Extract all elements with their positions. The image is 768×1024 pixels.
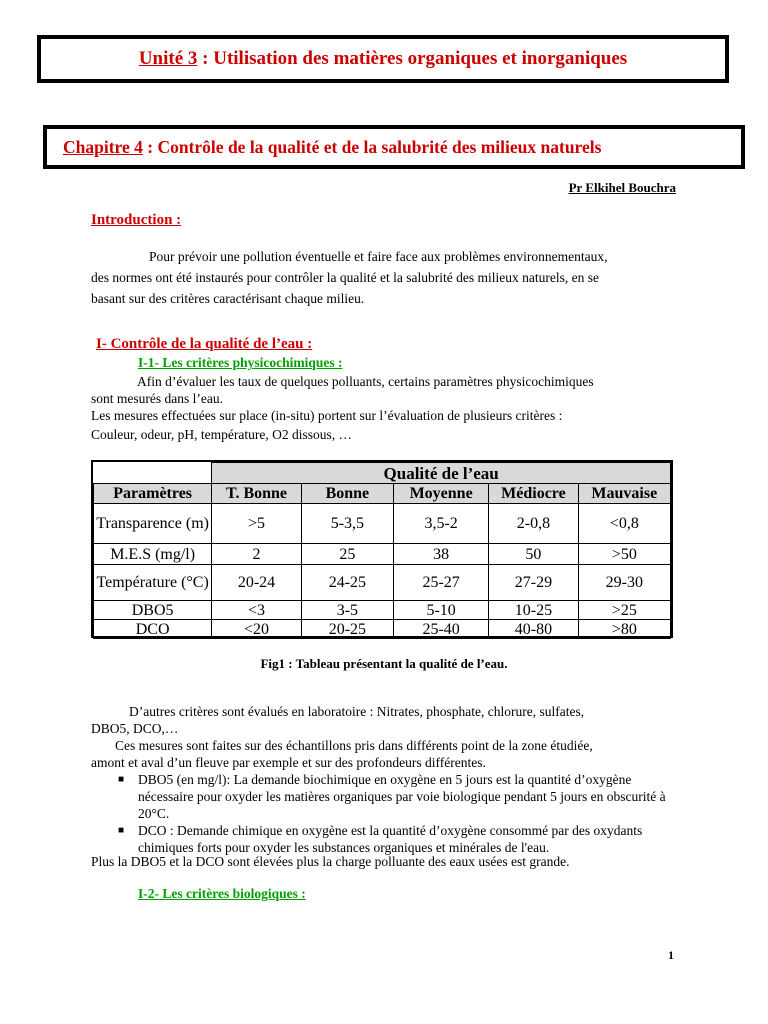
bullet-icon: ■ (118, 774, 125, 785)
table-cell: 20-24 (212, 565, 301, 601)
col-header-moyenne: Moyenne (394, 484, 489, 504)
table-row (94, 620, 671, 639)
conclusion-line: Plus la DBO5 et la DCO sont élevées plus la charge polluante des eaux usées est grande. (91, 854, 570, 869)
figure-caption: Fig1 : Tableau présentant la qualité de l’eau. (260, 656, 508, 671)
col-header-mediocre: Médiocre (489, 484, 578, 504)
list-item-text: DCO : Demande chimique en oxygène est la quantité d’oxygène consommé par des oxydants chimiques forts pour oxyder les substances organiques et minérales de l'eau. (138, 823, 643, 855)
section-1-1-heading: I-1- Les critères physicochimiques : (138, 355, 343, 370)
table-corner (94, 463, 212, 484)
param-cell: DCO (94, 620, 212, 639)
table-cell: 3,5-2 (394, 504, 489, 544)
table-cell: <20 (212, 620, 301, 639)
chapter-title-box (43, 125, 745, 169)
col-header-parametres: Paramètres (94, 484, 212, 504)
table-cell: 24-25 (301, 565, 393, 601)
param-cell: M.E.S (mg/l) (94, 544, 212, 565)
text-line: Couleur, odeur, pH, température, O2 dissous, … (91, 427, 352, 442)
table-cell: 5-3,5 (301, 504, 393, 544)
table-row (94, 544, 671, 565)
table-cell: 20-25 (301, 620, 393, 639)
param-cell: Température (°C) (94, 565, 212, 601)
table-cell: >5 (212, 504, 301, 544)
water-quality-table (91, 460, 673, 638)
table-cell: 29-30 (578, 565, 670, 601)
table-row (94, 601, 671, 620)
param-cell: Transparence (m) (94, 504, 212, 544)
laboratory-paragraph (91, 703, 691, 771)
table-row (94, 565, 671, 601)
chapter-title (63, 137, 601, 158)
unit-title-box (37, 35, 729, 83)
table-cell: <3 (212, 601, 301, 620)
intro-line: des normes ont été instaurés pour contrôler la qualité et la salubrité des milieux naturels, en se (91, 270, 599, 285)
section-1-2-heading: I-2- Les critères biologiques : (138, 886, 306, 901)
intro-heading: Introduction : (91, 212, 182, 228)
author: Pr Elkihel Bouchra (568, 180, 676, 195)
table-cell: 5-10 (394, 601, 489, 620)
page-number: 1 (668, 948, 674, 962)
table-cell: <0,8 (578, 504, 670, 544)
text-line: DBO5, DCO,… (91, 721, 179, 736)
bullet-icon: ■ (118, 825, 125, 836)
table-row (94, 504, 671, 544)
unit-title-text: : Utilisation des matières organiques et inorganiques (197, 48, 628, 69)
chapter-label: Chapitre 4 (63, 136, 143, 157)
table-cell: >80 (578, 620, 670, 639)
table-cell: >25 (578, 601, 670, 620)
text-line: D’autres critères sont évalués en laboratoire : Nitrates, phosphate, chlorure, sulfates, (129, 704, 585, 719)
table-cell: 25-40 (394, 620, 489, 639)
chapter-title-text: : Contrôle de la qualité et de la salubrité des milieux naturels (142, 136, 602, 157)
section-1-heading: I- Contrôle de la qualité de l’eau : (96, 336, 313, 352)
unit-label: Unité 3 (138, 48, 198, 69)
table-cell: 10-25 (489, 601, 578, 620)
table-cell: 40-80 (489, 620, 578, 639)
col-header-mauvaise: Mauvaise (578, 484, 670, 504)
table-cell: 25 (301, 544, 393, 565)
col-header-t-bonne: T. Bonne (212, 484, 301, 504)
table-cell: 2 (212, 544, 301, 565)
text-line: Les mesures effectuées sur place (in-situ) portent sur l’évaluation de plusieurs critères : (91, 408, 563, 423)
table-cell: 2-0,8 (489, 504, 578, 544)
intro-paragraph (91, 246, 681, 309)
list-item (118, 771, 688, 822)
table-cell: >50 (578, 544, 670, 565)
text-line: amont et aval d’un fleuve par exemple et sur des profondeurs différentes. (91, 755, 486, 770)
definition-list (118, 771, 688, 856)
text-line: sont mesurés dans l’eau. (91, 391, 223, 406)
table-cell: 27-29 (489, 565, 578, 601)
table-cell: 3-5 (301, 601, 393, 620)
list-item (118, 822, 688, 856)
unit-title (139, 48, 627, 70)
intro-line: basant sur des critères caractérisant chaque milieu. (91, 291, 365, 306)
text-line: Afin d’évaluer les taux de quelques polluants, certains paramètres physicochimiques (137, 374, 594, 389)
list-item-text: DBO5 (en mg/l): La demande biochimique en oxygène en 5 jours est la quantité d’oxygène nécessaire pour oxyder les matières organiques par voie biologique pendant 5 jours en obscurité à 20°C. (138, 772, 666, 821)
table-cell: 38 (394, 544, 489, 565)
table-cell: 25-27 (394, 565, 489, 601)
physicochemical-paragraph (91, 373, 691, 443)
intro-line: Pour prévoir une pollution éventuelle et faire face aux problèmes environnementaux, (149, 249, 608, 264)
table-title: Qualité de l’eau (212, 463, 671, 484)
param-cell: DBO5 (94, 601, 212, 620)
table-cell: 50 (489, 544, 578, 565)
col-header-bonne: Bonne (301, 484, 393, 504)
text-line: Ces mesures sont faites sur des échantillons pris dans différents point de la zone étudiée, (115, 738, 593, 753)
